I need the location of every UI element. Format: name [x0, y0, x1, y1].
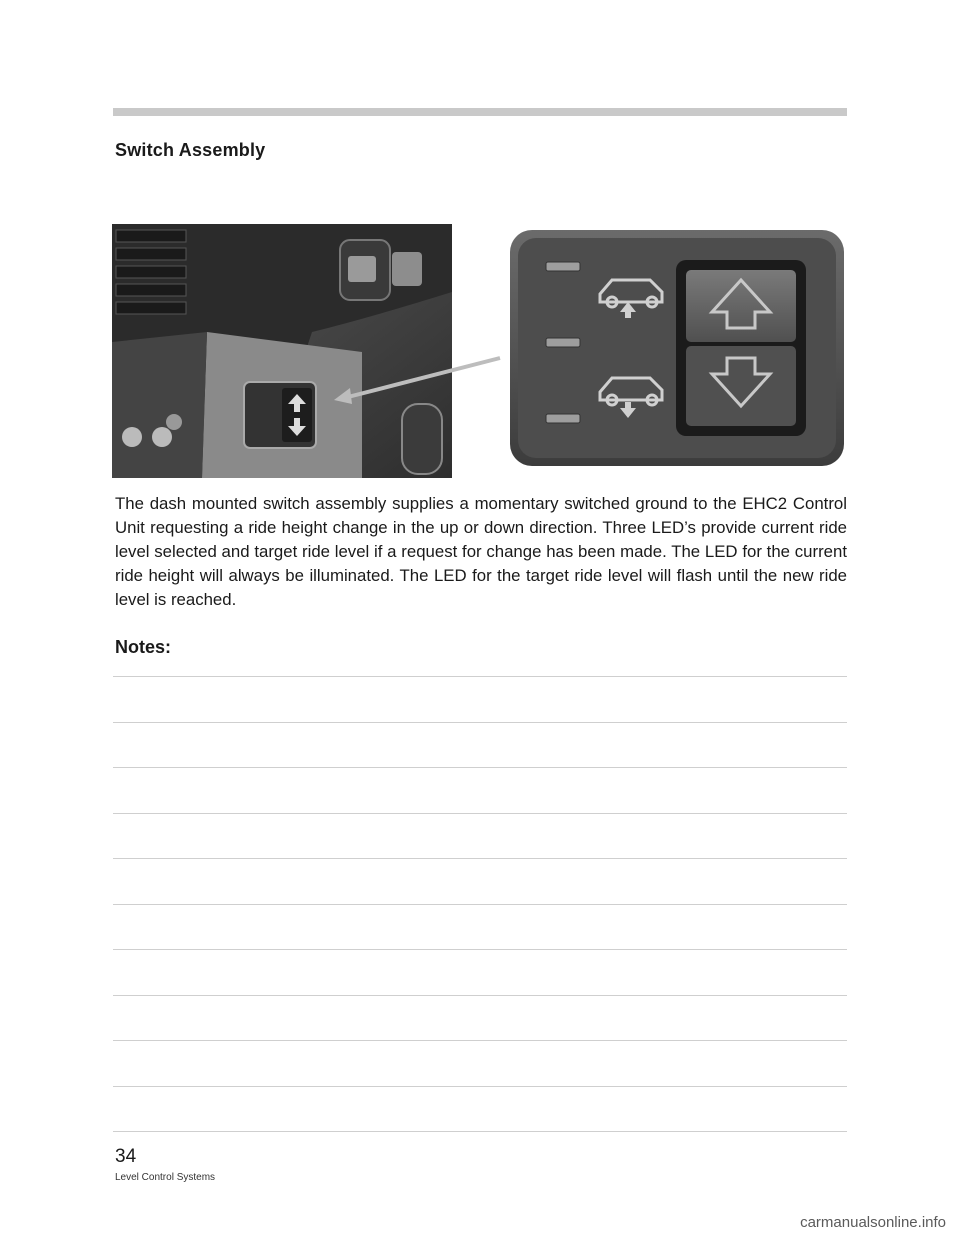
note-line [113, 722, 847, 723]
note-line [113, 767, 847, 768]
led-indicator [546, 414, 580, 423]
dashboard-photo [112, 224, 452, 478]
led-indicator [546, 262, 580, 271]
footer-title: Level Control Systems [115, 1172, 216, 1183]
note-line [113, 1040, 847, 1041]
note-line [113, 1131, 847, 1132]
note-line [113, 676, 847, 677]
page-number: 34 [115, 1146, 137, 1167]
notes-heading: Notes: [115, 637, 172, 657]
led-indicator [546, 338, 580, 347]
note-line [113, 858, 847, 859]
note-line [113, 813, 847, 814]
note-line [113, 949, 847, 950]
switch-assembly-figure [112, 222, 848, 480]
note-line [113, 904, 847, 905]
top-rule [113, 108, 847, 116]
notes-lines [113, 676, 847, 1177]
note-line [113, 995, 847, 996]
section-heading: Switch Assembly [115, 140, 266, 160]
note-line [113, 1086, 847, 1087]
switch-closeup [510, 230, 844, 466]
watermark: carmanualsonline.info [800, 1214, 946, 1231]
body-paragraph: The dash mounted switch assembly supplies a momentary switched ground to the EHC2 Control Unit requesting a ride height change in the up or down direction. Three LED’s provide current ride level selected and target ride level if a request for change has been made. The LED for the current ride height will always be illuminated. The LED for the target ride level will flash until the new ride level is reached. [115, 494, 847, 609]
